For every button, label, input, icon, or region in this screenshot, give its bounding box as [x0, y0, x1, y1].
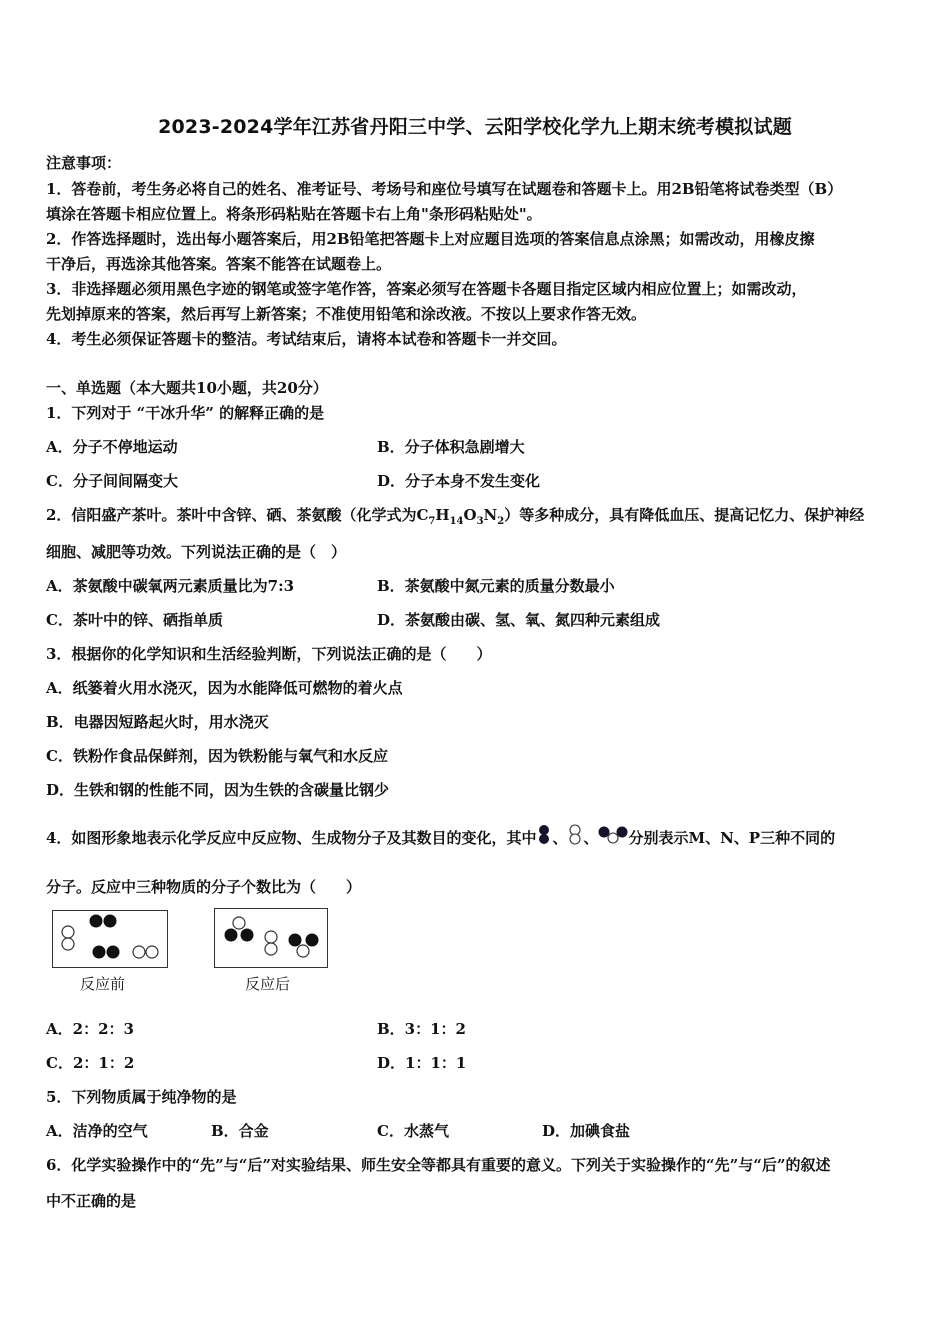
q3-option-d[interactable]: D．生铁和钢的性能不同，因为生铁的含碳量比钢少	[46, 781, 390, 799]
q4-stem-pre: 4．如图形象地表示化学反应中反应物、生成物分子及其数目的变化，其中	[46, 829, 537, 847]
notice-line: 先划掉原来的答案，然后再写上新答案；不准使用铅笔和涂改液。不按以上要求作答无效。	[46, 305, 647, 323]
molecule-n-icon	[62, 926, 74, 950]
q2-stem-post: ）等多种成分，具有降低血压、提高记忆力、保护神经	[504, 506, 865, 524]
q1-option-a[interactable]: A．分子不停地运动	[46, 438, 178, 456]
q2-stem-pre: 2．信阳盛产茶叶。茶叶中含锌、硒、茶氨酸（化学式为	[46, 506, 417, 524]
notice-line: 填涂在答题卡相应位置上。将条形码粘贴在答题卡右上角"条形码粘贴处"。	[46, 205, 542, 223]
section-heading: 一、单选题（本大题共10小题，共20分）	[46, 379, 328, 397]
q2-option-c[interactable]: C．茶叶中的锌、硒指单质	[46, 611, 223, 629]
q4-option-b[interactable]: B．3：1：2	[377, 1020, 466, 1038]
q1-option-b[interactable]: B．分子体积急剧增大	[377, 438, 525, 456]
q5-option-d[interactable]: D．加碘食盐	[542, 1122, 631, 1140]
q3-option-c[interactable]: C．铁粉作食品保鲜剂，因为铁粉能与氧气和水反应	[46, 747, 388, 765]
molecule-p-icon	[225, 917, 254, 942]
question-5-stem: 5．下列物质属于纯净物的是	[46, 1088, 237, 1106]
notice-heading: 注意事项：	[46, 154, 122, 172]
q5-option-c[interactable]: C．水蒸气	[377, 1122, 449, 1140]
q4-option-c[interactable]: C．2：1：2	[46, 1054, 135, 1072]
notice-line: 1．答卷前，考生务必将自己的姓名、准考证号、考场号和座位号填写在试题卷和答题卡上。用2B铅笔将试卷类型（B）	[46, 180, 843, 198]
q4-option-d[interactable]: D．1：1：1	[377, 1054, 467, 1072]
molecule-m-icon	[536, 825, 552, 843]
molecule-p-icon	[598, 825, 628, 843]
q2-formula: $C_7H_{14}O_3N_2$	[416, 506, 505, 527]
q2-option-b[interactable]: B．茶氨酸中氮元素的质量分数最小	[377, 577, 615, 595]
q5-option-a[interactable]: A．洁净的空气	[46, 1122, 148, 1140]
molecule-p-icon	[289, 934, 319, 958]
q3-option-b[interactable]: B．电器因短路起火时，用水浇灭	[46, 713, 269, 731]
notice-line: 4．考生必须保证答题卡的整洁。考试结束后，请将本试卷和答题卡一并交回。	[46, 330, 567, 348]
notice-line: 2．作答选择题时，选出每小题答案后，用2B铅笔把答题卡上对应题目选项的答案信息点涂黑；如需改动，用橡皮擦	[46, 230, 815, 248]
question-6-stem-cont: 中不正确的是	[46, 1192, 137, 1210]
q1-option-d[interactable]: D．分子本身不发生变化	[377, 472, 541, 490]
question-2-stem-cont: 细胞、减肥等功效。下列说法正确的是（ ）	[46, 543, 347, 561]
molecule-m-icon	[93, 946, 120, 959]
molecule-m-icon	[90, 915, 117, 928]
molecule-n-icon	[567, 825, 583, 843]
q2-option-a[interactable]: A．茶氨酸中碳氧两元素质量比为7:3	[46, 577, 295, 595]
notice-line: 3．非选择题必须用黑色字迹的钢笔或签字笔作答，答案必须写在答题卡各题目指定区域内相应位置上；如需改动，	[46, 280, 807, 298]
question-1-stem: 1．下列对于 “干冰升华” 的解释正确的是	[46, 404, 325, 422]
reaction-before-box	[52, 910, 168, 968]
notice-line: 干净后，再选涂其他答案。答案不能答在试题卷上。	[46, 255, 392, 273]
q2-option-d[interactable]: D．茶氨酸由碳、氢、氧、氮四种元素组成	[377, 611, 661, 629]
question-2-stem	[46, 504, 864, 527]
q3-option-a[interactable]: A．纸篓着火用水浇灭，因为水能降低可燃物的着火点	[46, 679, 403, 697]
reaction-after-box	[214, 908, 328, 968]
q4-stem-post: 分别表示M、N、P三种不同的	[628, 829, 836, 847]
question-6-stem: 6．化学实验操作中的“先”与“后”对实验结果、师生安全等都具有重要的意义。下列关于实验操作的“先”与“后”的叙述	[46, 1156, 831, 1174]
question-4-stem: 4．如图形象地表示化学反应中反应物、生成物分子及其数目的变化，其中 、 、 分别表示M、N、P三种不同的	[46, 825, 835, 848]
question-4-stem-cont: 分子。反应中三种物质的分子个数比为（ ）	[46, 878, 362, 896]
exam-title: 2023-2024学年江苏省丹阳三中学、云阳学校化学九上期末统考模拟试题	[158, 116, 792, 138]
molecule-n-icon	[265, 931, 277, 955]
after-label: 反应后	[245, 975, 291, 993]
before-label: 反应前	[80, 975, 126, 993]
question-3-stem: 3．根据你的化学知识和生活经验判断，下列说法正确的是（ ）	[46, 645, 492, 663]
q5-option-b[interactable]: B．合金	[211, 1122, 269, 1140]
molecule-n-icon	[133, 946, 158, 958]
q4-option-a[interactable]: A．2：2：3	[46, 1020, 134, 1038]
q1-option-c[interactable]: C．分子间间隔变大	[46, 472, 178, 490]
